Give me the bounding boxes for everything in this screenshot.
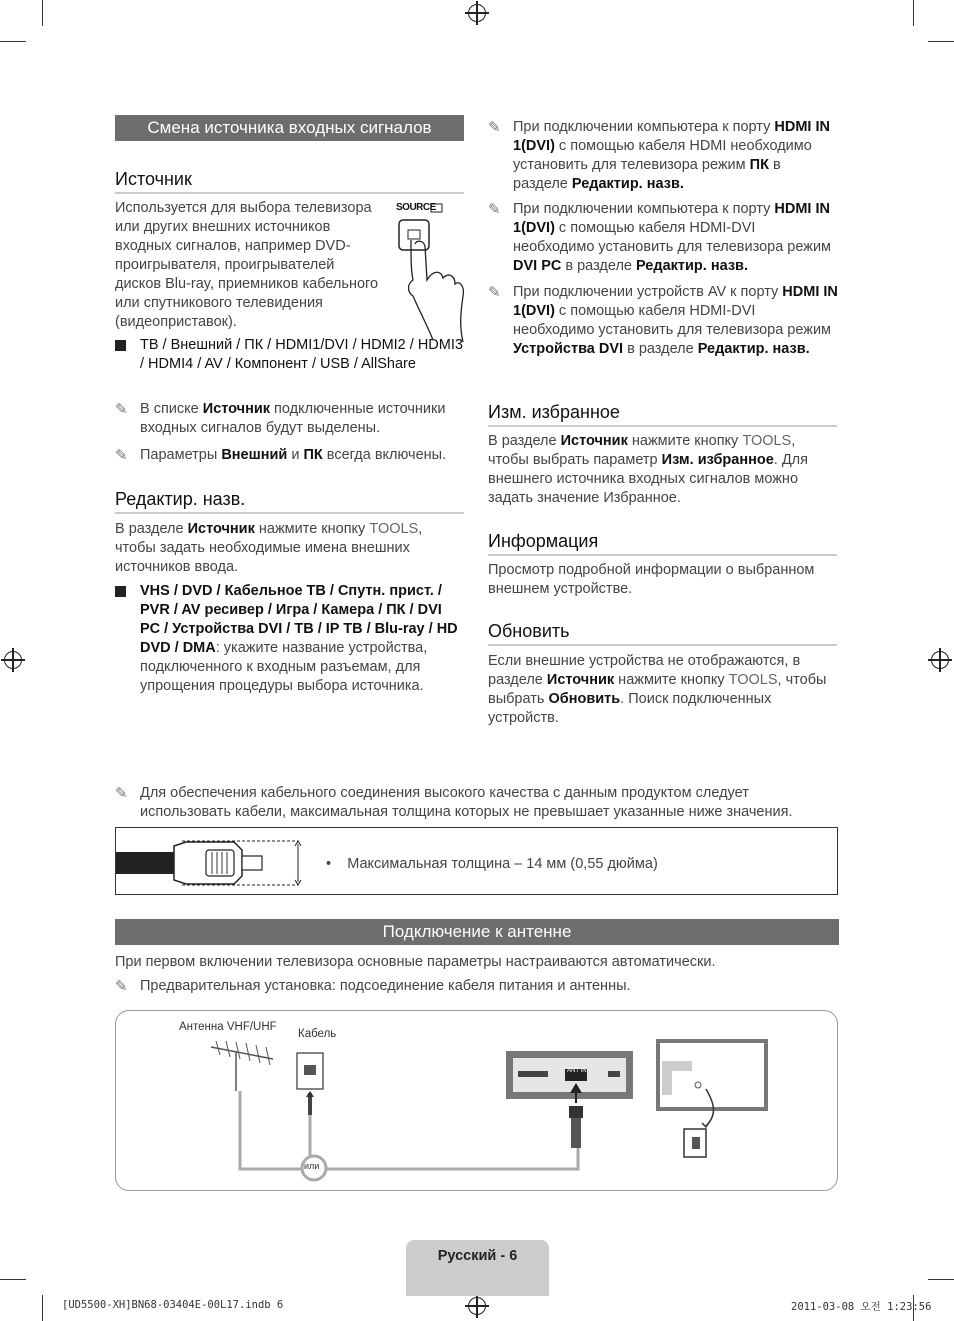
source-note-2: ✎ Параметры Внешний и ПК всегда включены. [115, 447, 447, 464]
right-note-1: ✎ При подключении компьютера к порту HDMI IN 1(DVI) с помощью кабеля HDMI необходимо установить для телевизора режим ПК в разделе Редактир. назв. [488, 119, 830, 192]
label-or: или [304, 1161, 320, 1171]
crop-mark [913, 0, 914, 26]
heading-information: Информация [488, 531, 837, 556]
wall-outlet-icon [297, 1053, 323, 1115]
source-button-label: SOURCE [396, 202, 436, 213]
tv-back-panel-icon [506, 1051, 633, 1148]
registration-mark [468, 4, 486, 22]
refresh-description: Если внешние устройства не отображаются, в разделе Источник нажмите кнопку TOOLS, чтобы выбрать Обновить. Поиск подключенных устройств. [488, 653, 827, 726]
source-note-1: ✎ В списке Источник подключенные источники входных сигналов будут выделены. [115, 401, 446, 436]
favorites-description: В разделе Источник нажмите кнопку TOOLS, чтобы выбрать параметр Изм. избранное. Для внешнего источника входных сигналов можно задать значение Избранное. [488, 433, 808, 506]
crop-mark [42, 0, 43, 26]
section-bar-antenna: Подключение к антенне [115, 919, 839, 945]
pencil-note-icon: ✎ [115, 978, 128, 995]
page-label: Русский - 6 [437, 1248, 518, 1264]
pencil-note-icon: ✎ [488, 284, 501, 301]
pencil-note-icon: ✎ [115, 447, 128, 464]
source-button-illustration [393, 200, 465, 342]
source-list: ТВ / Внешний / ПК / HDMI1/DVI / HDMI2 / HDMI3 / HDMI4 / AV / Компонент / USB / AllShare [115, 336, 464, 374]
antenna-note: ✎ Предварительная установка: подсоединение кабеля питания и антенны. [115, 978, 631, 995]
heading-favorites: Изм. избранное [488, 402, 837, 427]
cable-spec-item: • Максимальная толщина – 14 мм (0,55 дюйма) [326, 856, 658, 872]
cable-connector-icon [116, 836, 306, 888]
pencil-note-icon: ✎ [115, 401, 128, 418]
heading-rename: Редактир. назв. [115, 489, 464, 514]
bullet-dot-icon: • [326, 856, 332, 872]
page-number-tab [406, 1240, 549, 1296]
port-label: ANT IN [567, 1068, 587, 1074]
right-note-3: ✎ При подключении устройств AV к порту HDMI IN 1(DVI) с помощью кабеля HDMI-DVI необходимо установить для телевизора режим Устройства DVI в разделе Редактир. назв. [488, 284, 838, 357]
heading-refresh: Обновить [488, 621, 837, 646]
crop-mark [928, 1279, 954, 1280]
label-cable: Кабель [298, 1028, 337, 1040]
source-description: Используется для выбора телевизора или других внешних источников входных сигналов, например DVD-проигрывателя, проигрывателей дисков Blu-ray, приемников кабельного или спутникового телевидения (видеоприставок). [115, 200, 379, 330]
pencil-note-icon: ✎ [488, 201, 501, 218]
section-bar-source: Смена источника входных сигналов [115, 115, 464, 141]
rename-list: VHS / DVD / Кабельное ТВ / Спутн. прист. / PVR / AV ресивер / Игра / Камера / ПК / DVI PC / Устройства DVI / ТВ / IP ТВ / Blu-ray / HD DVD / DMA: укажите название устройства, подключенного к входным разъемам, для упрощения процедуры выбора источника. [115, 582, 464, 696]
heading-source: Источник [115, 169, 464, 194]
tv-rear-icon [658, 1041, 766, 1157]
bullet-square-icon [115, 340, 126, 351]
footer-file: [UD5500-XH]BN68-03404E-00L17.indb 6 [62, 1299, 284, 1311]
crop-mark [42, 1295, 43, 1321]
antenna-intro: При первом включении телевизора основные параметры настраиваются автоматически. [115, 954, 716, 970]
label-antenna: Антенна VHF/UHF [179, 1021, 277, 1033]
information-description: Просмотр подробной информации о выбранном внешнем устройстве. [488, 562, 815, 597]
bullet-square-icon [115, 586, 126, 597]
antenna-diagram [115, 1010, 838, 1191]
registration-mark [4, 651, 22, 669]
cable-spec-box [115, 827, 838, 895]
hand-press-icon [393, 200, 465, 342]
rename-description: В разделе Источник нажмите кнопку TOOLS, чтобы задать необходимые имена внешних источников ввода. [115, 521, 423, 575]
pencil-note-icon: ✎ [115, 785, 128, 802]
registration-mark [931, 651, 949, 669]
right-note-2: ✎ При подключении компьютера к порту HDMI IN 1(DVI) с помощью кабеля HDMI-DVI необходимо установить для телевизора режим DVI PC в разделе Редактир. назв. [488, 201, 832, 274]
crop-mark [0, 1279, 26, 1280]
footer-date: 2011-03-08 오전 1:23:56 [791, 1301, 932, 1313]
crop-mark [928, 41, 954, 42]
registration-mark [468, 1297, 486, 1315]
antenna-icon [211, 1041, 273, 1091]
cable-note: ✎ Для обеспечения кабельного соединения высокого качества с данным продуктом следует использовать кабели, максимальная толщина которых не превышает указанные ниже значения. [115, 785, 793, 820]
pencil-note-icon: ✎ [488, 119, 501, 136]
crop-mark [0, 41, 26, 42]
